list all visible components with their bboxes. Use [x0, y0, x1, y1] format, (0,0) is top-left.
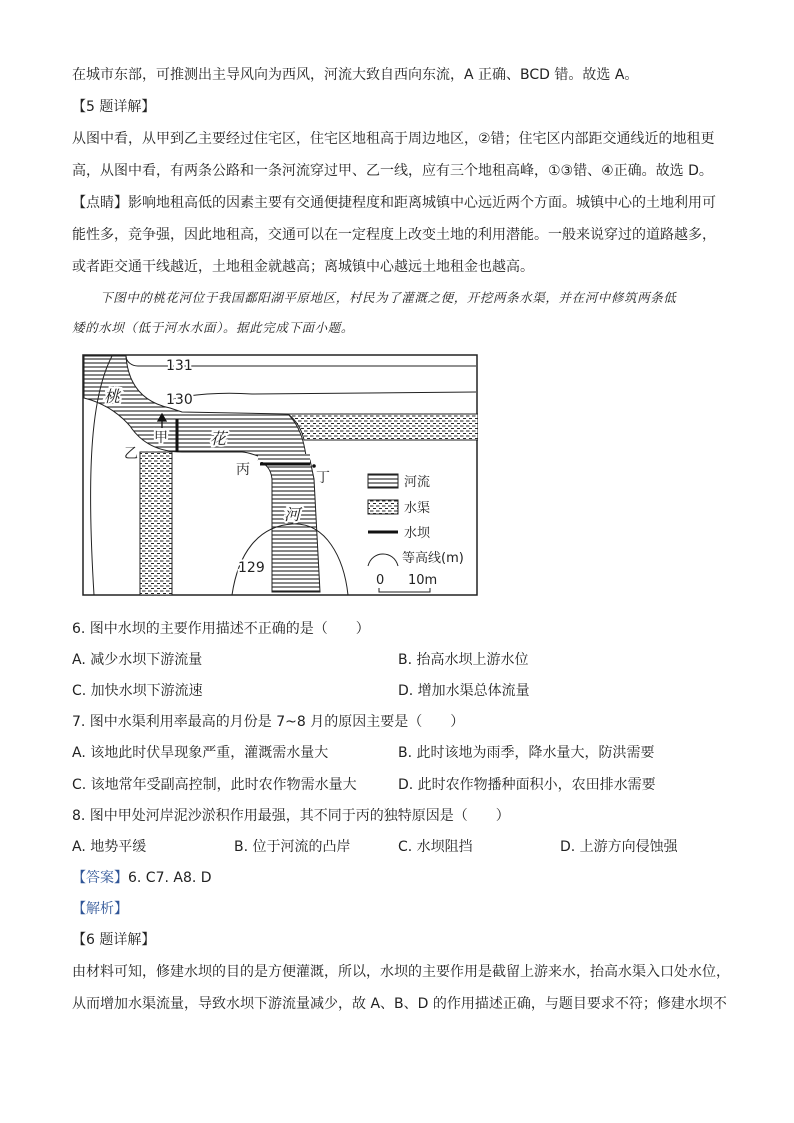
q6-option-c: C. 加快水坝下游流速	[72, 683, 203, 699]
q7-option-d: D. 此时农作物播种面积小，农田排水需要	[398, 777, 656, 793]
q8-option-a: A. 地势平缓	[72, 839, 147, 855]
answer-tag: 【答案】	[72, 870, 128, 886]
legend-river-label: 河流	[404, 475, 431, 490]
contour-label-129: 129	[238, 560, 265, 576]
legend-canal-swatch	[368, 500, 398, 514]
canal-right	[288, 414, 478, 440]
legend-scale-length: 10m	[408, 573, 438, 588]
dianjing-text-1: 影响地租高低的因素主要有交通便捷程度和距离城镇中心远近两个方面。城镇中心的土地利用可	[128, 195, 716, 211]
contour-label-131: 131	[166, 358, 193, 374]
q5-detail-line-2: 高，从图中看，有两条公路和一条河流穿过甲、乙一线，应有三个地租高峰，①③错、④正确。故选 D。	[72, 163, 713, 179]
q6-option-b: B. 抬高水坝上游水位	[398, 652, 529, 668]
q6-detail-line-2: 从而增加水渠流量，导致水坝下游流量减少，故 A、B、D 的作用描述正确，与题目要求不符；修建水坝不	[72, 996, 727, 1012]
q5-detail-line-1: 从图中看，从甲到乙主要经过住宅区，住宅区地租高于周边地区，②错；住宅区内部距交通线近的地租更	[72, 131, 715, 147]
point-label-bing: 丙	[236, 462, 250, 478]
dianjing-line-2: 能性多，竞争强，因此地租高，交通可以在一定程度上改变土地的利用潜能。一般来说穿过的道路越多，	[72, 227, 716, 243]
contour-label-130: 130	[166, 392, 193, 408]
q6-detail-header: 【6 题详解】	[72, 932, 156, 948]
q7-option-c: C. 该地常年受副高控制，此时农作物需水量大	[72, 777, 357, 793]
river-char-hua: 花	[210, 429, 227, 448]
q8-option-c: C. 水坝阻挡	[398, 839, 473, 855]
q7-stem: 7. 图中水渠利用率最高的月份是 7~8 月的原因主要是（ ）	[72, 714, 465, 730]
answer-line	[72, 868, 724, 888]
q6-option-a: A. 减少水坝下游流量	[72, 652, 203, 668]
q8-stem: 8. 图中甲处河岸泥沙淤积作用最强，其不同于丙的独特原因是（ ）	[72, 808, 510, 824]
dianjing-line-3: 或者距交通干线越近，土地租金就越高；离城镇中心越远土地租金也越高。	[72, 259, 534, 275]
point-ding-marker	[312, 464, 316, 468]
legend-contour-label: 等高线(m)	[402, 551, 464, 566]
dianjing-line-1	[72, 193, 724, 213]
q8-option-d: D. 上游方向侵蚀强	[560, 839, 678, 855]
answer-text: 6. C7. A8. D	[128, 870, 212, 886]
dianjing-tag: 【点睛】	[72, 195, 128, 211]
river-char-tao: 桃	[104, 387, 121, 406]
analysis-tag: 【解析】	[72, 901, 128, 917]
material-line-1: 下图中的桃花河位于我国鄱阳湖平原地区，村民为了灌溉之便，开挖两条水渠，并在河中修筑两条低	[100, 290, 677, 305]
legend-river-swatch	[368, 474, 398, 488]
legend-canal-label: 水渠	[404, 501, 431, 516]
q7-option-a: A. 该地此时伏旱现象严重，灌溉需水量大	[72, 745, 329, 761]
q6-detail-line-1: 由材料可知，修建水坝的目的是方便灌溉，所以，水坝的主要作用是截留上游来水，抬高水渠入口处水位，	[72, 964, 730, 980]
taohua-river-map	[82, 354, 478, 596]
q8-option-b: B. 位于河流的凸岸	[234, 839, 351, 855]
point-label-ding: 丁	[316, 470, 330, 486]
point-label-yi: 乙	[124, 446, 138, 462]
q6-option-d: D. 增加水渠总体流量	[398, 683, 530, 699]
canal-left	[140, 452, 172, 595]
river-char-he: 河	[284, 505, 301, 524]
prev-answer-line: 在城市东部，可推测出主导风向为西风，河流大致自西向东流，A 正确、BCD 错。故选 A。	[72, 67, 639, 83]
point-label-jia: 甲	[154, 430, 168, 446]
map-legend	[356, 462, 476, 594]
q6-stem: 6. 图中水坝的主要作用描述不正确的是（ ）	[72, 621, 370, 637]
q7-option-b: B. 此时该地为雨季，降水量大，防洪需要	[398, 745, 655, 761]
legend-dam-label: 水坝	[404, 526, 431, 541]
legend-scale-zero: 0	[376, 573, 385, 588]
material-line-2: 矮的水坝（低于河水水面）。据此完成下面小题。	[72, 320, 354, 335]
q5-detail-header: 【5 题详解】	[72, 99, 156, 115]
